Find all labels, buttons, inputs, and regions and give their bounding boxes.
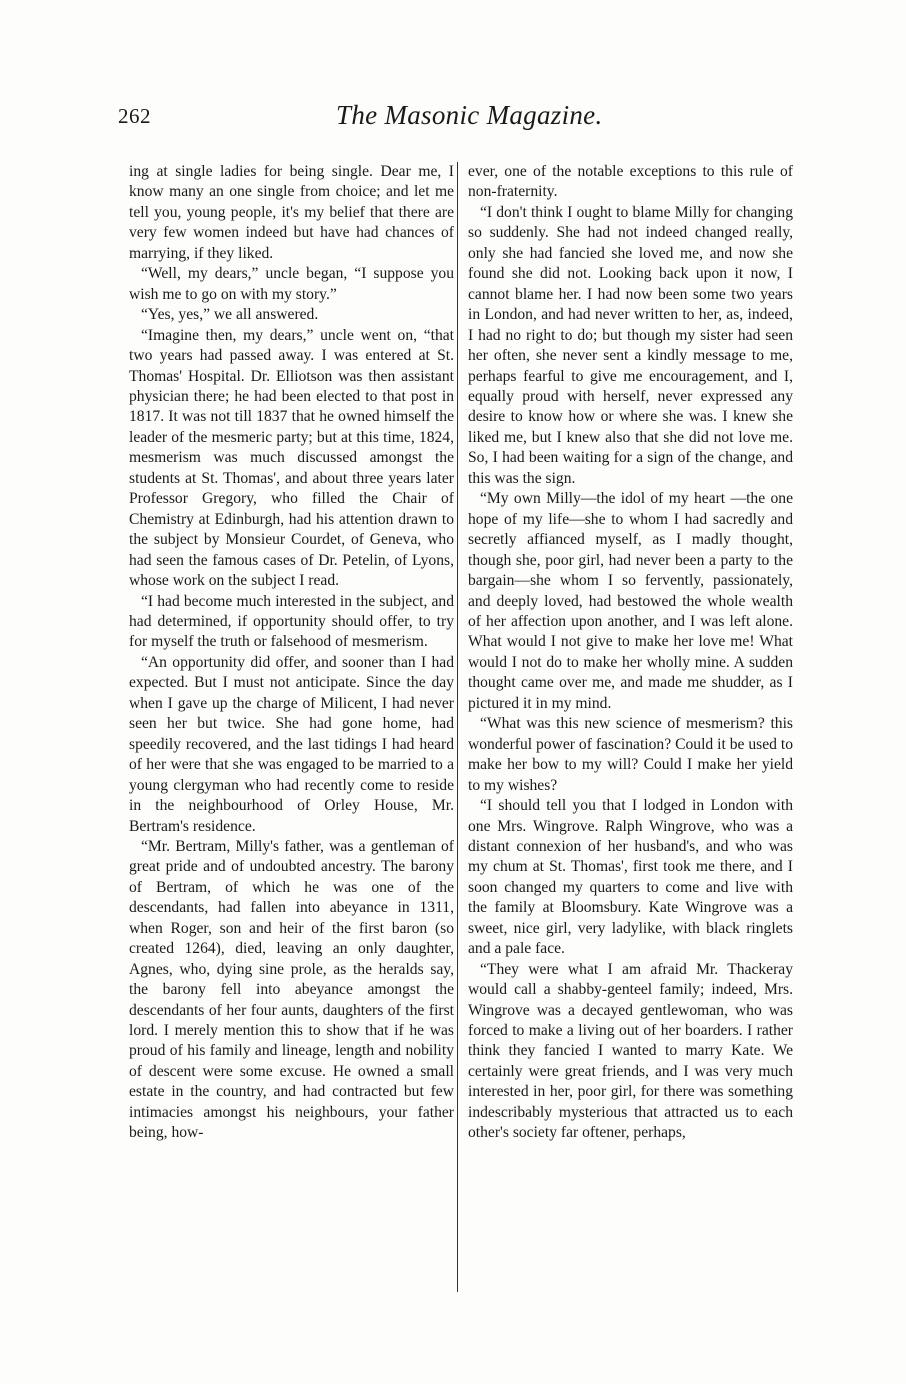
- running-title: The Masonic Magazine.: [336, 100, 603, 130]
- paragraph: ing at single ladies for being single. Dear me, I know many an one single from choice; and let me tell you, young people, it's my belief that there are very few women indeed but have had chances of marrying, if they liked.: [129, 163, 454, 262]
- paragraph: “They were what I am afraid Mr. Thackeray would call a shabby-genteel family; indeed, Mrs. Wingrove was a decayed gentlewoman, who was forced to make a living out of her boarders. I rather think they fancied I wanted to marry Kate. We certainly were great friends, and I was very much interested in her, poor girl, for there was something indescribably mysterious that attracted us to each other's society far oftener, perhaps,: [468, 960, 793, 1142]
- paragraph: “What was this new science of mesmerism? this wonderful power of fascination? Could it be used to make her bow to my will? Could I make her yield to my wishes?: [468, 715, 793, 794]
- paragraph: “Yes, yes,” we all answered.: [141, 306, 319, 324]
- paragraph: ever, one of the notable exceptions to this rule of non-fraternity.: [468, 163, 793, 201]
- paragraph: “I don't think I ought to blame Milly for changing so suddenly. She had not indeed changed really, only she had fancied she loved me, and now she found she did not. Looking back upon it now, I cannot blame her. I had now been some two years in London, and had never written to her, as, indeed, I had no right to do; but though my sister had seen her often, she never sent a kindly message to me, perhaps fearful to give me encouragement, and I, equally proud with herself, never expressed any desire to know how or where she was. I knew she liked me, but I knew also that she did not love me. So, I had been waiting for a sign of the change, and this was the sign.: [468, 203, 793, 487]
- left-column: [129, 162, 454, 1144]
- paragraph: “Well, my dears,” uncle began, “I suppose you wish me to go on with my story.”: [129, 265, 454, 303]
- paragraph: “I had become much interested in the subject, and had determined, if opportunity should offer, to try for myself the truth or falsehood of mesmerism.: [129, 592, 454, 651]
- right-column: [468, 162, 793, 1144]
- paragraph: “I should tell you that I lodged in London with one Mrs. Wingrove. Ralph Wingrove, who was a distant connexion of her husband's, and who was my chum at St. Thomas', first took me there, and I soon changed my quarters to come and live with the family at Bloomsbury. Kate Wingrove was a sweet, nice girl, very ladylike, with black ringlets and a pale face.: [468, 797, 793, 958]
- paragraph: “Mr. Bertram, Milly's father, was a gentleman of great pride and of undoubted ancestry. The barony of Bertram, of which he was one of the descendants, had fallen into abeyance in 1311, when Roger, son and heir of the first baron (so created 1264), died, leaving an only daughter, Agnes, who, dying sine prole, as the heralds say, the barony fell into abeyance amongst the descendants of her four aunts, daughters of the first lord. I merely mention this to show that if he was proud of his family and lineage, length and nobility of descent were some excuse. He owned a small estate in the country, and had contracted but few intimacies amongst his neighbours, your father being, how-: [129, 837, 454, 1142]
- column-divider: [457, 162, 458, 1292]
- paragraph: “An opportunity did offer, and sooner than I had expected. But I must not anticipate. Since the day when I gave up the charge of Milicent, I had never seen her but twice. She had gone home, had speedily recovered, and the last tidings I had heard of her were that she was engaged to be married to a young clergyman who had recently come to reside in the neighbourhood of Orley House, Mr. Bertram's residence.: [129, 653, 454, 835]
- paragraph: “My own Milly—the idol of my heart —the one hope of my life—she to whom I had sacredly and secretly affianced myself, as I madly thought, though she, poor girl, had never been a party to the bargain—she whom I so fervently, passionately, and deeply loved, had bestowed the whole wealth of her affection upon another, and I was left alone. What would I not give to make her love me! What would I not do to make her wholly mine. A sudden thought came over me, and made me shudder, as I pictured it in my mind.: [468, 490, 793, 712]
- page-header: [118, 100, 788, 140]
- paragraph: “Imagine then, my dears,” uncle went on, “that two years had passed away. I was entered at St. Thomas' Hospital. Dr. Elliotson was then assistant physician there; he had been elected to that post in 1817. It was not till 1837 that he owned himself the leader of the mesmeric party; but at this time, 1824, mesmerism was much discussed amongst the students at St. Thomas', and about three years later Professor Gregory, who filled the Chair of Chemistry at Edinburgh, had his attention drawn to the subject by Monsieur Courdet, of Geneva, who had seen the famous cases of Dr. Petelin, of Lyons, whose work on the subject I read.: [129, 326, 454, 590]
- page-number: 262: [118, 104, 151, 128]
